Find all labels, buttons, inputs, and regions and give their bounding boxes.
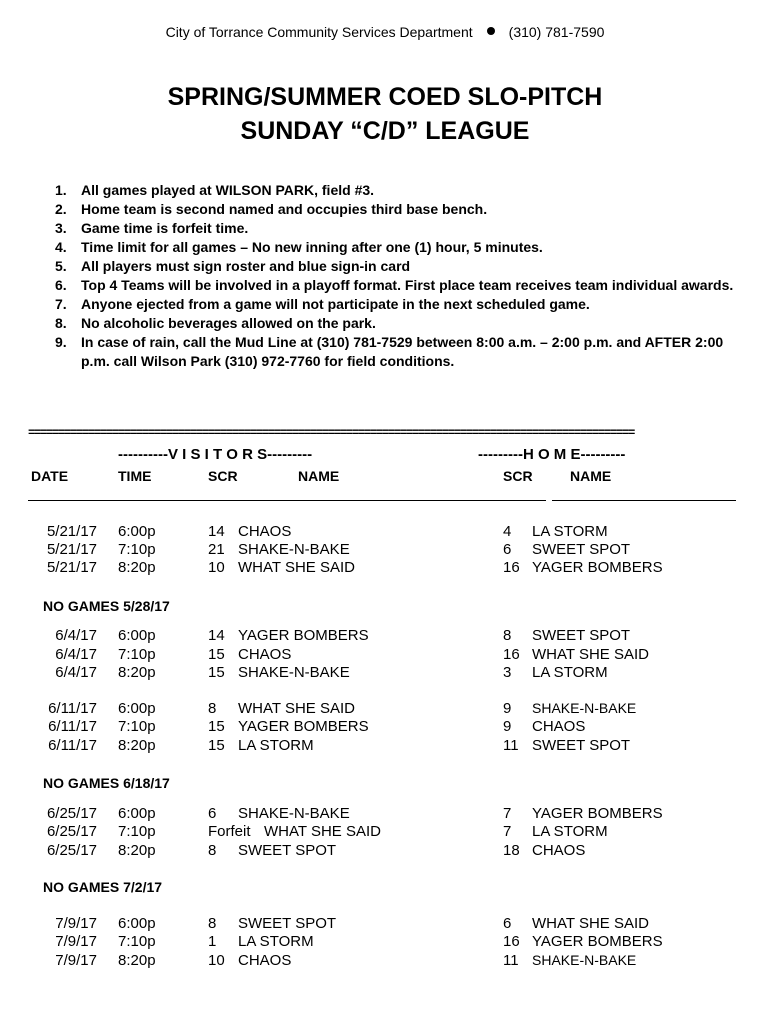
rule-number: 1. [55,182,67,198]
rule-text: No alcoholic beverages allowed on the park. [81,315,376,331]
rule-item [55,238,755,257]
visitor-score: 10 [208,559,225,576]
game-date: 6/11/17 [48,718,97,735]
home-team: CHAOS [532,842,586,859]
home-team: YAGER BOMBERS [532,805,663,822]
visitor-score: 15 [208,646,225,663]
home-score: 11 [503,737,519,754]
game-time: 6:00p [118,915,156,932]
rule-text: Home team is second named and occupies third base bench. [81,201,488,217]
table-row [0,915,770,934]
game-time: 7:10p [118,823,156,840]
visitor-score: 8 [208,915,217,932]
game-time: 8:20p [118,664,156,681]
game-time: 6:00p [118,627,156,644]
home-team: LA STORM [532,823,608,840]
table-row [0,737,770,756]
rule-text: All games played at WILSON PARK, field #3. [81,182,375,198]
visitor-score: 14 [208,627,225,644]
table-row [0,664,770,683]
visitor-team: SWEET SPOT [238,915,337,932]
game-time: 8:20p [118,559,156,576]
rule-item [55,219,755,238]
home-score: 9 [503,700,512,717]
column-header-time: TIME [118,468,152,484]
visitor-score: Forfeit [208,823,251,840]
rule-item [55,333,755,371]
game-date: 5/21/17 [46,523,97,540]
column-header-home-score: SCR [503,468,533,484]
game-time: 8:20p [118,952,156,969]
home-team: CHAOS [532,718,586,735]
game-time: 8:20p [118,737,156,754]
no-games-note: NO GAMES 5/28/17 [43,598,170,614]
visitors-heading: ----------V I S I T O R S--------- [118,446,313,463]
game-time: 6:00p [118,805,156,822]
game-date: 6/4/17 [55,664,97,681]
game-date: 5/21/17 [46,559,97,576]
game-date: 6/11/17 [48,737,97,754]
game-time: 6:00p [118,700,156,717]
table-row [0,627,770,646]
home-team: SWEET SPOT [532,627,631,644]
visitor-team: YAGER BOMBERS [238,627,369,644]
home-team: LA STORM [532,664,608,681]
visitor-score: 15 [208,664,225,681]
home-score: 4 [503,523,512,540]
rule-number: 5. [55,258,67,274]
department-phone: (310) 781-7590 [508,24,605,40]
home-score: 16 [503,933,520,950]
game-date: 6/25/17 [46,842,97,859]
visitor-team: CHAOS [238,646,292,663]
page-subtitle: SUNDAY “C/D” LEAGUE [240,117,530,145]
table-row [0,952,770,971]
game-date: 7/9/17 [55,952,97,969]
separator-line: ===================================================================================================== [28,426,635,440]
table-row [0,523,770,542]
game-time: 7:10p [118,646,156,663]
rule-number: 2. [55,201,67,217]
game-date: 6/4/17 [55,627,97,644]
table-row [0,718,770,737]
home-score: 7 [503,823,512,840]
rule-item [55,314,755,333]
visitor-team: SHAKE-N-BAKE [238,541,350,558]
rule-item [55,276,755,295]
rule-text: All players must sign roster and blue sign-in card [81,258,411,274]
rule-number: 3. [55,220,67,236]
home-score: 9 [503,718,512,735]
header-underline [552,500,736,501]
game-date: 6/4/17 [55,646,97,663]
home-score: 3 [503,664,512,681]
visitor-team: SWEET SPOT [238,842,337,859]
home-team: SHAKE-N-BAKE [532,700,637,716]
home-team: WHAT SHE SAID [532,915,649,932]
table-row [0,805,770,824]
column-header-home-name: NAME [570,468,612,484]
rule-item [55,181,755,200]
home-score: 16 [503,559,520,576]
home-team: LA STORM [532,523,608,540]
game-time: 8:20p [118,842,156,859]
home-team: SWEET SPOT [532,737,631,754]
rule-number: 6. [55,277,67,293]
column-header-visitor-name: NAME [298,468,340,484]
rules-list [55,181,755,371]
document-header [0,24,770,40]
table-row [0,559,770,578]
game-date: 7/9/17 [55,933,97,950]
game-time: 6:00p [118,523,156,540]
visitor-score: 14 [208,523,225,540]
home-team: WHAT SHE SAID [532,646,649,663]
rule-item [55,200,755,219]
visitor-score: 6 [208,805,217,822]
visitor-team: WHAT SHE SAID [264,823,381,840]
visitor-team: LA STORM [238,737,314,754]
game-date: 6/25/17 [46,805,97,822]
home-team: YAGER BOMBERS [532,559,663,576]
visitor-team: YAGER BOMBERS [238,718,369,735]
table-row [0,541,770,560]
game-date: 6/11/17 [48,700,97,717]
rule-text: In case of rain, call the Mud Line at (310) 781-7529 between 8:00 a.m. – 2:00 p.m. and AFTER 2:00 p.m. call Wilson Park (310) 972-7760 for field conditions. [81,334,724,369]
home-team: SHAKE-N-BAKE [532,952,637,968]
no-games-note: NO GAMES 6/18/17 [43,775,170,791]
rule-text: Top 4 Teams will be involved in a playoff format. First place team receives team individual awards. [81,277,734,293]
visitor-score: 8 [208,842,217,859]
visitor-score: 1 [208,933,217,950]
home-score: 6 [503,915,512,932]
rule-item [55,257,755,276]
home-score: 11 [503,952,519,969]
visitor-score: 21 [208,541,225,558]
game-date: 5/21/17 [46,541,97,558]
department-name: City of Torrance Community Services Department [165,24,473,40]
rule-number: 4. [55,239,67,255]
visitor-team: SHAKE-N-BAKE [238,805,350,822]
visitor-team: WHAT SHE SAID [238,559,355,576]
table-row [0,933,770,952]
table-row [0,700,770,719]
visitor-team: WHAT SHE SAID [238,700,355,717]
rule-item [55,295,755,314]
visitor-score: 8 [208,700,217,717]
rule-text: Time limit for all games – No new inning after one (1) hour, 5 minutes. [81,239,543,255]
home-score: 7 [503,805,512,822]
rule-number: 8. [55,315,67,331]
rule-number: 7. [55,296,67,312]
visitor-score: 15 [208,718,225,735]
home-team: YAGER BOMBERS [532,933,663,950]
home-score: 8 [503,627,512,644]
home-team: SWEET SPOT [532,541,631,558]
rule-text: Anyone ejected from a game will not participate in the next scheduled game. [81,296,590,312]
table-row [0,842,770,861]
visitor-team: SHAKE-N-BAKE [238,664,350,681]
no-games-note: NO GAMES 7/2/17 [43,879,163,895]
visitor-team: CHAOS [238,523,292,540]
visitor-score: 10 [208,952,225,969]
home-heading: ---------H O M E--------- [478,446,626,463]
page-title: SPRING/SUMMER COED SLO-PITCH [167,83,603,111]
visitor-team: CHAOS [238,952,292,969]
home-score: 18 [503,842,520,859]
column-header-visitor-score: SCR [208,468,238,484]
game-time: 7:10p [118,933,156,950]
bullet-icon [487,27,495,35]
game-time: 7:10p [118,541,156,558]
home-score: 16 [503,646,520,663]
table-row [0,823,770,842]
column-header-date: DATE [31,468,69,484]
table-row [0,646,770,665]
game-date: 7/9/17 [55,915,97,932]
visitor-team: LA STORM [238,933,314,950]
visitor-score: 15 [208,737,225,754]
rule-number: 9. [55,334,67,350]
rule-text: Game time is forfeit time. [81,220,249,236]
home-score: 6 [503,541,512,558]
header-underline [28,500,546,501]
game-time: 7:10p [118,718,156,735]
game-date: 6/25/17 [46,823,97,840]
